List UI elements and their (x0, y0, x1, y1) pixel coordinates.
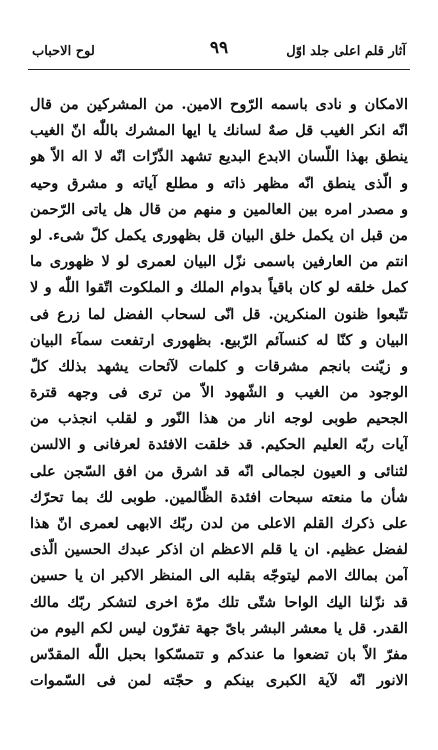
text-line: على ذكرك القلم الاعلى من لدن ربّك الابهى لعمرى انّ هذا (30, 515, 408, 532)
text-line: الجحيم طوبى لوجه انار من هذا النّور و لقلب انجذب من (30, 410, 408, 428)
text-line: لثنائى و العيون لجمالى انّه قد اشرق من افق السّجن على (30, 462, 408, 480)
text-line: القدر. قل يا معشر البشر باىّ جهة تفرّون ليس لكم اليوم من (30, 619, 408, 637)
text-line: آيات ربّه العليم الحكيم. قد خلقت الافئدة لعرفانى و الالسن (30, 436, 408, 454)
tablet-title: لوح الاحباب (32, 44, 95, 59)
text-line: قد نزّلنا اليك الواحا شتّى تلك مرّة اخرى لتشكر ربّك مالك (30, 593, 408, 611)
page-header (32, 38, 406, 66)
text-line: الانور انّه لآية الكبرى بينكم و حجّته لمن فى السّموات (30, 672, 408, 690)
text-line: من قبل ان يكمل خلق البيان قل بظهورى يكمل كلّ شىء. لو (30, 226, 408, 244)
text-line: و الّذى ينطق انّه مظهر ذاته و مطلع آياته و مشرق وحيه (30, 174, 408, 192)
header-rule (28, 69, 410, 70)
text-line: انتم من العارفين باسمى نزّل البيان لعمرى لو لا ظهورى ما (30, 253, 408, 271)
book-title: آثار قلم اعلى جلد اوّل (286, 44, 406, 59)
text-line: الامكان و نادى باسمه الرّوح الامين. من المشركين من قال (30, 96, 408, 113)
text-line: شأن ما منعته سبحات افئدة الظّالمين. طوبى لك بما تحرّك (30, 488, 408, 506)
text-line: البيان و كنّا له كنسآئم الرّبيع. بظهورى ارتفعت سمآء البيان (30, 331, 408, 349)
text-line: لفضل عظيم. ان يا قلم الاعظم ان اذكر عبدك الحسين الّذى (30, 541, 408, 559)
text-line: و زيّنت بانجم مشرقات و كلمات لآئحات يشهد بذلك كلّ (30, 357, 408, 375)
text-line: آمن بمالك الامم ليتوجّه بقلبه الى المنظر الاكبر ان يا حسين (30, 567, 408, 585)
text-line: و مصدر امره بين العالمين و منهم من قال هل ياتى الرّحمن (30, 200, 408, 218)
text-line: كمل خلقه لو كان باقياً بدوام الملك و الملكوت اتّقوا اللّٰه و لا (30, 279, 408, 297)
text-line: الوجود من الغيب و الشّهود الاّ من ترى فى وجهه قترة (30, 384, 408, 402)
text-line: انّه انكر الغيب قل صهٌ لسانك يا ايها المشرك باللّٰه انّ الغيب (30, 122, 408, 140)
text-line: مفرّ الاّ بان تضعوا ما عندكم و تتمسّكوا بحبل اللّٰه المقدّس (30, 645, 408, 663)
page-number: ٩٩ (209, 38, 229, 58)
body-text (30, 92, 408, 694)
text-line: تتّبعوا ظنون المنكرين. قل انّى لسحاب الفضل لما زرع فى (30, 305, 408, 323)
text-line: ينطق بهذا اللّسان الابدع البديع تشهد الذّرّات انّه لا اله الاّ هو (30, 148, 408, 166)
